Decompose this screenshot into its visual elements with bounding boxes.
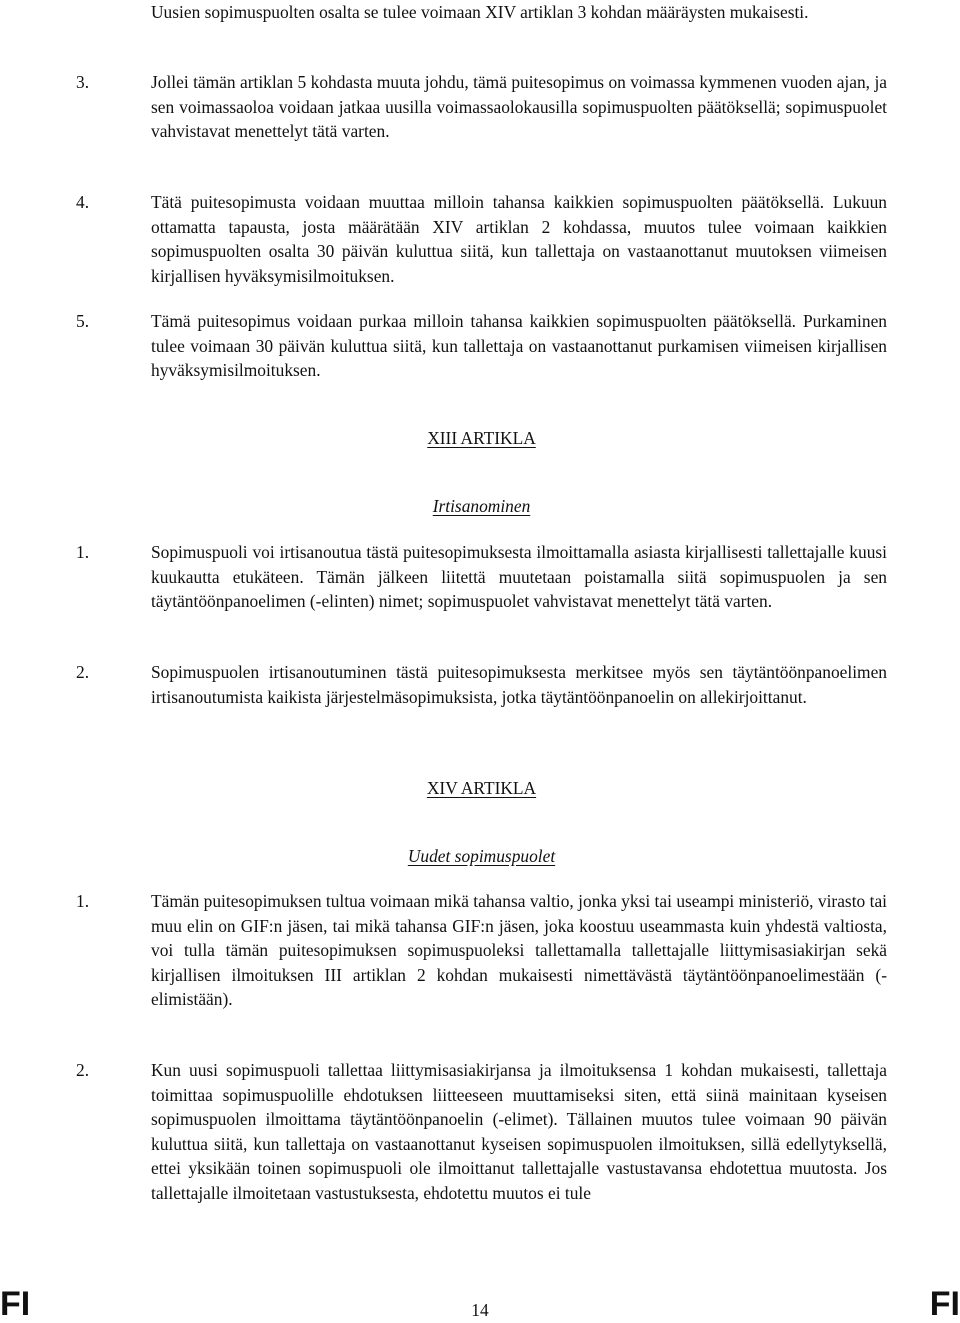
article13-item-2 xyxy=(76,660,887,709)
article-heading: Irtisanominen xyxy=(432,496,531,516)
item-text: Tätä puitesopimusta voidaan muuttaa milloin tahansa kaikkien sopimuspuolten päätöksellä. Lukuun ottamatta tapausta, josta määrätään XIV artiklan 2 kohdassa, muutos tulee voimaan kaikkien sopimuspuolten osalta 30 päivän kuluttua siitä, kun tallettaja on vastaanottanut muutoksen viimeisen kirjallisen hyväksymisilmoituksen. xyxy=(151,192,887,286)
footer-language-code-right: FI xyxy=(929,1285,960,1323)
item-number: 5. xyxy=(76,311,90,331)
article13-heading-block xyxy=(76,494,887,519)
article14-item-1 xyxy=(76,889,887,1012)
footer-language-code-left: FI xyxy=(0,1285,31,1323)
article-title: XIII ARTIKLA xyxy=(427,428,536,448)
item-text: Tämän puitesopimuksen tultua voimaan mikä tahansa valtio, jonka yksi tai useampi ministeriö, virasto tai muu elin on GIF:n jäsen, tai mikä tahansa GIF:n jäsen, joka koostuu useammasta kuin yhdestä valtiosta, voi tulla tämän puitesopimuksen sopimuspuoleksi tallettamalla tallettajalle liittymisasiakirjan sekä kirjallisen ilmoituksen III artiklan 2 kohdan mukaisesti nimettävästä täytäntöönpanoelimestään (-elimistään). xyxy=(151,891,887,1009)
item-number: 3. xyxy=(76,72,90,92)
page-number: 14 xyxy=(471,1300,489,1320)
item-text: Sopimuspuoli voi irtisanoutua tästä puitesopimuksesta ilmoittamalla asiasta kirjallisesti tallettajalle kuusi kuukautta etukäteen. Tämän jälkeen liitettä muutetaan poistamalla siitä sopimuspuolen ja sen täytäntöönpanoelimen (-elinten) nimet; sopimuspuolet vahvistavat menettelyt tätä varten. xyxy=(151,542,887,611)
item-number: 1. xyxy=(76,542,90,562)
article-heading: Uudet sopimuspuolet xyxy=(407,846,556,866)
item-number: 2. xyxy=(76,1060,90,1080)
item-number: 2. xyxy=(76,662,90,682)
item-number: 1. xyxy=(76,891,90,911)
article13-item-1 xyxy=(76,540,887,614)
article12-item-3 xyxy=(76,70,887,144)
item-text: Tämä puitesopimus voidaan purkaa milloin tahansa kaikkien sopimuspuolten päätöksellä. Purkaminen tulee voimaan 30 päivän kuluttua siitä, kun tallettaja on vastaanottanut purkamisen viimeisen kirjallisen hyväksymisilmoituksen. xyxy=(151,311,887,380)
article12-intro-paragraph xyxy=(76,0,887,25)
article14-title-block xyxy=(76,776,887,801)
item-number: 4. xyxy=(76,192,90,212)
item-text: Kun uusi sopimuspuoli tallettaa liittymisasiakirjansa ja ilmoituksensa 1 kohdan mukaisesti, tallettaja toimittaa sopimuspuolille ehdotuksen liitteeseen muuttamiseksi siten, että siinä mainitaan kyseisen sopimuspuolen ilmoittama täytäntöönpanoelin (-elimet). Tällainen muutos tulee voimaan 90 päivän kuluttua siitä, kun tallettaja on vastaanottanut kyseisen sopimuspuolen ilmoituksen, sillä edellytyksellä, ettei yksikään toinen sopimuspuoli ole ilmoittanut tallettajalle vastustavansa ehdotettua muutosta. Jos tallettajalle ilmoitetaan vastustuksesta, ehdotettu muutos ei tule xyxy=(151,1060,887,1203)
item-text: Jollei tämän artiklan 5 kohdasta muuta johdu, tämä puitesopimus on voimassa kymmenen vuoden ajan, ja sen voimassaoloa voidaan jatkaa uusilla voimassaolokausilla sopimuspuolten päätöksellä; sopimuspuolet vahvistavat menettelyt tätä varten. xyxy=(151,72,887,141)
article12-item-5 xyxy=(76,309,887,383)
article-title: XIV ARTIKLA xyxy=(426,778,537,798)
article12-item-4 xyxy=(76,190,887,288)
article14-item-2 xyxy=(76,1058,887,1205)
item-text: Sopimuspuolen irtisanoutuminen tästä puitesopimuksesta merkitsee myös sen täytäntöönpanoelimen irtisanoutumista kaikista järjestelmäsopimuksista, jotka täytäntöönpanoelin on allekirjoittanut. xyxy=(151,662,887,707)
paragraph-text: Uusien sopimuspuolten osalta se tulee voimaan XIV artiklan 3 kohdan määräysten mukaisesti. xyxy=(151,2,809,22)
article13-title-block xyxy=(76,426,887,451)
article14-heading-block xyxy=(76,844,887,869)
